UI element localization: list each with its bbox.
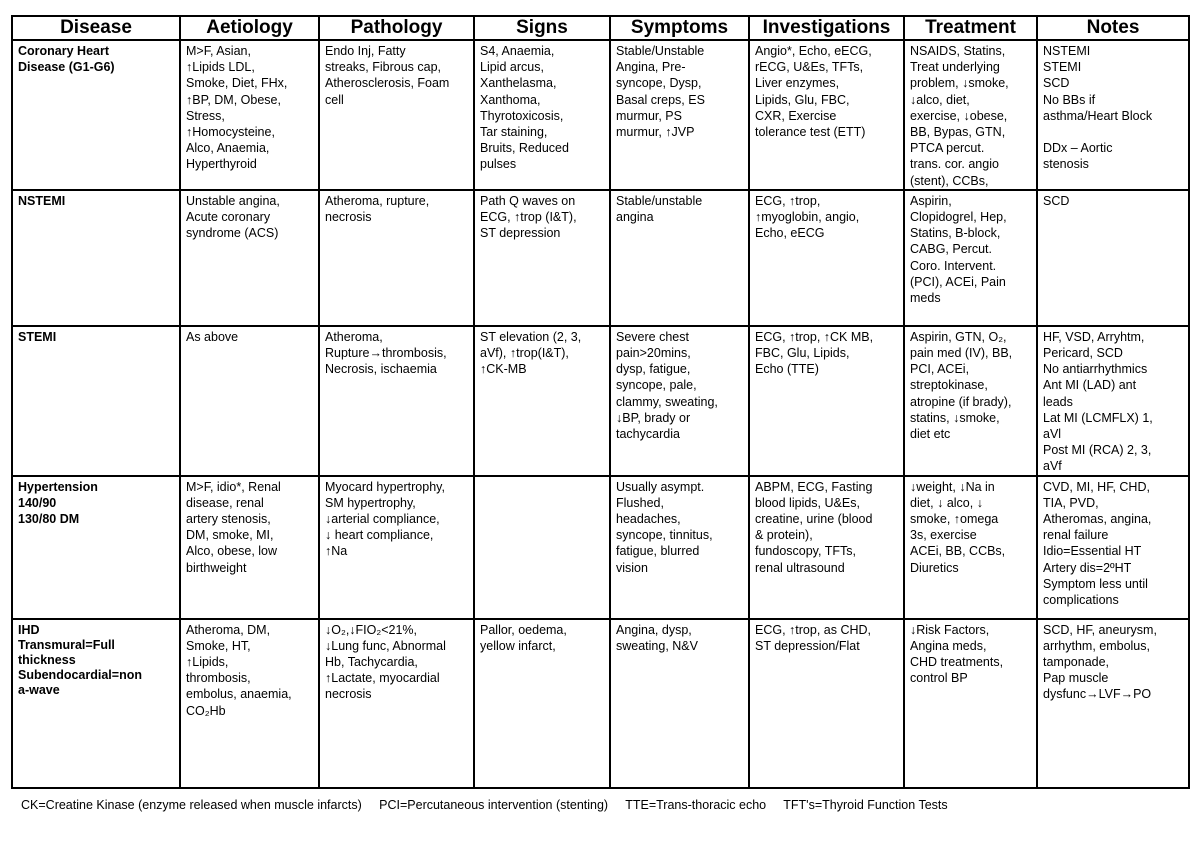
header-symptoms: Symptoms	[610, 16, 749, 40]
symptoms-cell: Stable/Unstable Angina, Pre- syncope, Dysp, Basal creps, ES murmur, PS murmur, ↑JVP	[610, 40, 749, 190]
signs-cell: ST elevation (2, 3, aVf), ↑trop(I&T), ↑CK-MB	[474, 326, 610, 476]
disease-name: Hypertension 140/90 130/80 DM	[18, 479, 98, 527]
aetiology-cell: Atheroma, DM, Smoke, HT, ↑Lipids, thrombosis, embolus, anaemia, CO₂Hb	[180, 619, 319, 788]
notes-cell: HF, VSD, Arryhtm, Pericard, SCD No antiarrhythmics Ant MI (LAD) ant leads Lat MI (LCMFLX) 1, aVl Post MI (RCA) 2, 3, aVf	[1037, 326, 1189, 476]
aetiology-cell: M>F, idio*, Renal disease, renal artery stenosis, DM, smoke, MI, Alco, obese, low birthweight	[180, 476, 319, 619]
aetiology-cell: As above	[180, 326, 319, 476]
header-investigations: Investigations	[749, 16, 904, 40]
investigations-cell: ECG, ↑trop, as CHD, ST depression/Flat	[749, 619, 904, 788]
header-treatment: Treatment	[904, 16, 1037, 40]
signs-cell	[474, 476, 610, 619]
header-row	[12, 16, 1189, 40]
disease-cell	[12, 476, 180, 619]
aetiology-cell: Unstable angina, Acute coronary syndrome (ACS)	[180, 190, 319, 326]
disease-name: Coronary Heart Disease (G1-G6)	[18, 44, 115, 75]
treatment-cell: NSAIDS, Statins, Treat underlying problem, ↓smoke, ↓alco, diet, exercise, ↓obese, BB, Bypas, GTN, PTCA percut. trans. cor. angio (stent), CCBs,	[904, 40, 1037, 190]
disease-name: STEMI	[18, 329, 57, 344]
symptoms-cell: Usually asympt. Flushed, headaches, syncope, tinnitus, fatigue, blurred vision	[610, 476, 749, 619]
investigations-cell: ABPM, ECG, Fasting blood lipids, U&Es, creatine, urine (blood & protein), fundoscopy, TFTs, renal ultrasound	[749, 476, 904, 619]
investigations-cell: Angio*, Echo, eECG, rECG, U&Es, TFTs, Liver enzymes, Lipids, Glu, FBC, CXR, Exercise tolerance test (ETT)	[749, 40, 904, 190]
disease-name: NSTEMI	[18, 193, 66, 208]
treatment-cell: ↓weight, ↓Na in diet, ↓ alco, ↓ smoke, ↑omega 3s, exercise ACEi, BB, CCBs, Diuretics	[904, 476, 1037, 619]
header-disease: Disease	[12, 16, 180, 40]
notes-cell: SCD	[1037, 190, 1189, 326]
pathology-cell: Myocard hypertrophy, SM hypertrophy, ↓arterial compliance, ↓ heart compliance, ↑Na	[319, 476, 474, 619]
symptoms-cell: Stable/unstable angina	[610, 190, 749, 326]
header-aetiology: Aetiology	[180, 16, 319, 40]
pathology-cell: Atheroma, rupture, necrosis	[319, 190, 474, 326]
table-row	[12, 476, 1189, 619]
symptoms-cell: Angina, dysp, sweating, N&V	[610, 619, 749, 788]
header-pathology: Pathology	[319, 16, 474, 40]
header-notes: Notes	[1037, 16, 1189, 40]
investigations-cell: ECG, ↑trop, ↑myoglobin, angio, Echo, eECG	[749, 190, 904, 326]
notes-cell: NSTEMI STEMI SCD No BBs if asthma/Heart Block DDx – Aortic stenosis	[1037, 40, 1189, 190]
disease-subtitle: Transmural=Full thickness Subendocardial=non a-wave	[18, 637, 142, 698]
pathology-cell: Atheroma, Rupture→thrombosis, Necrosis, ischaemia	[319, 326, 474, 476]
pathology-cell: ↓O₂,↓FIO₂<21%, ↓Lung func, Abnormal Hb, Tachycardia, ↑Lactate, myocardial necrosis	[319, 619, 474, 788]
pathology-cell: Endo Inj, Fatty streaks, Fibrous cap, Atherosclerosis, Foam cell	[319, 40, 474, 190]
disease-cell	[12, 619, 180, 788]
table-row	[12, 619, 1189, 788]
investigations-cell: ECG, ↑trop, ↑CK MB, FBC, Glu, Lipids, Echo (TTE)	[749, 326, 904, 476]
disease-cell	[12, 40, 180, 190]
disease-name: IHD	[18, 622, 40, 637]
treatment-cell: Aspirin, GTN, O₂, pain med (IV), BB, PCI, ACEi, streptokinase, atropine (if brady), statins, ↓smoke, diet etc	[904, 326, 1037, 476]
notes-cell: SCD, HF, aneurysm, arrhythm, embolus, tamponade, Pap muscle dysfunc→LVF→PO	[1037, 619, 1189, 788]
disease-table	[11, 15, 1190, 789]
signs-cell: Path Q waves on ECG, ↑trop (I&T), ST depression	[474, 190, 610, 326]
footnote-abbreviations: CK=Creatine Kinase (enzyme released when muscle infarcts) PCI=Percutaneous intervention (stenting) TTE=Trans-thoracic echo TFT's=Thyroid Function Tests	[21, 798, 948, 812]
signs-cell: S4, Anaemia, Lipid arcus, Xanthelasma, Xanthoma, Thyrotoxicosis, Tar staining, Bruits, Reduced pulses	[474, 40, 610, 190]
header-signs: Signs	[474, 16, 610, 40]
signs-cell: Pallor, oedema, yellow infarct,	[474, 619, 610, 788]
table-row	[12, 326, 1189, 476]
table-row	[12, 190, 1189, 326]
aetiology-cell: M>F, Asian, ↑Lipids LDL, Smoke, Diet, FHx, ↑BP, DM, Obese, Stress, ↑Homocysteine, Alco, Anaemia, Hyperthyroid	[180, 40, 319, 190]
treatment-cell: ↓Risk Factors, Angina meds, CHD treatments, control BP	[904, 619, 1037, 788]
treatment-cell: Aspirin, Clopidogrel, Hep, Statins, B-block, CABG, Percut. Coro. Intervent. (PCI), ACEi, Pain meds	[904, 190, 1037, 326]
disease-cell	[12, 326, 180, 476]
disease-cell	[12, 190, 180, 326]
notes-cell: CVD, MI, HF, CHD, TIA, PVD, Atheromas, angina, renal failure Idio=Essential HT Artery dis=2ºHT Symptom less until complications	[1037, 476, 1189, 619]
symptoms-cell: Severe chest pain>20mins, dysp, fatigue, syncope, pale, clammy, sweating, ↓BP, brady or tachycardia	[610, 326, 749, 476]
table-row	[12, 40, 1189, 190]
